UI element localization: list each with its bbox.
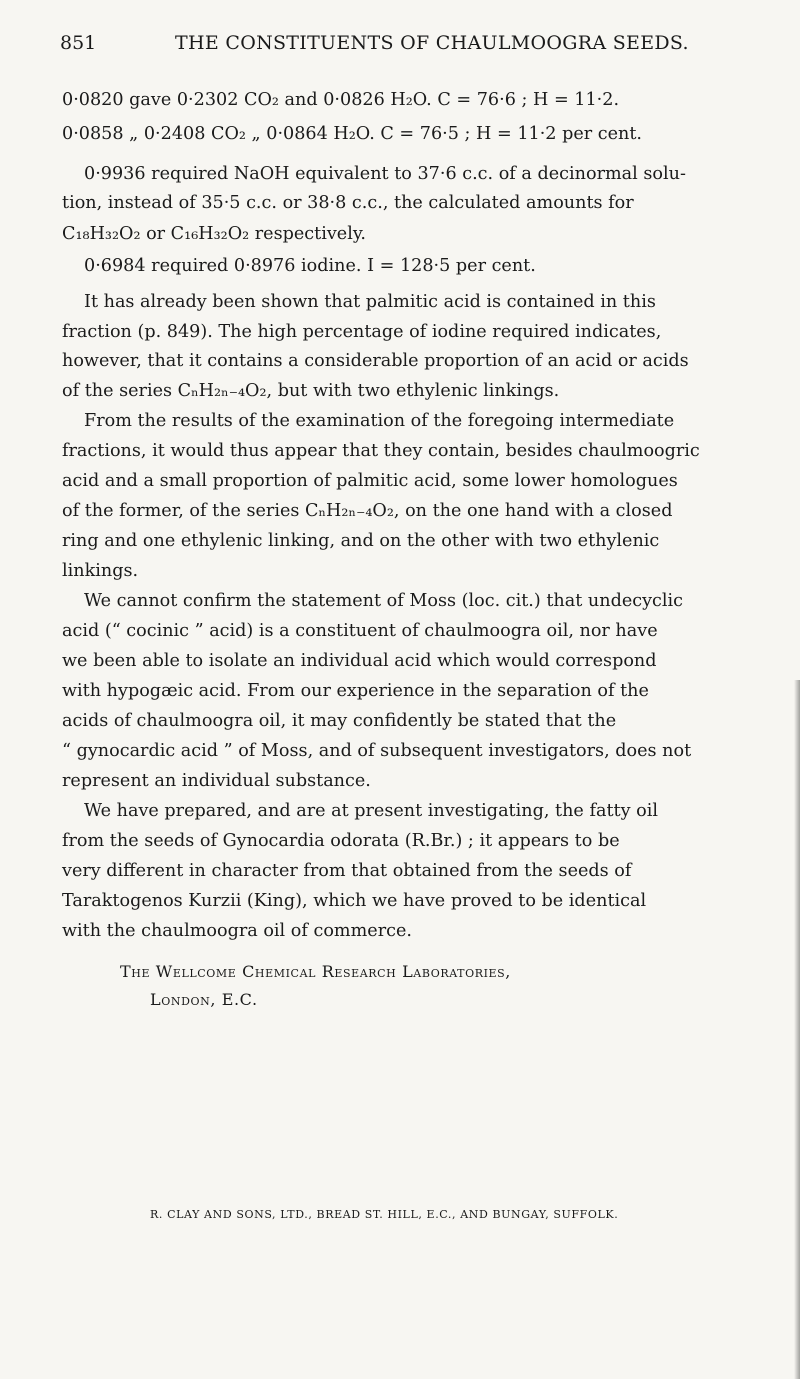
text-line: “ gynocardic acid ” of Moss, and of subsequent investigators, does not bbox=[62, 741, 692, 761]
text-line: fractions, it would thus appear that they contain, besides chaulmoogric bbox=[62, 441, 700, 461]
page-header bbox=[60, 32, 760, 62]
page-number: 851 bbox=[60, 32, 97, 54]
text-line: C₁₈H₃₂O₂ or C₁₆H₃₂O₂ respectively. bbox=[62, 224, 367, 244]
text-line: represent an individual substance. bbox=[62, 771, 371, 791]
text-line: with the chaulmoogra oil of commerce. bbox=[62, 921, 412, 941]
text-line: Taraktogenos Kurzii (King), which we have proved to be identical bbox=[62, 891, 647, 911]
text-line: tion, instead of 35·5 c.c. or 38·8 c.c., the calculated amounts for bbox=[62, 193, 634, 213]
text-line: 0·9936 required NaOH equivalent to 37·6 c.c. of a decinormal solu- bbox=[84, 164, 686, 184]
text-line: fraction (p. 849). The high percentage of iodine required indicates, bbox=[62, 322, 662, 342]
text-line: with hypogæic acid. From our experience in the separation of the bbox=[62, 681, 649, 701]
text-line: acid (“ cocinic ” acid) is a constituent of chaulmoogra oil, nor have bbox=[62, 621, 658, 641]
text-line: 0·0820 gave 0·2302 CO₂ and 0·0826 H₂O. C = 76·6 ; H = 11·2. bbox=[62, 90, 620, 110]
text-line: It has already been shown that palmitic acid is contained in this bbox=[84, 292, 656, 312]
text-line: linkings. bbox=[62, 561, 139, 581]
text-line: We have prepared, and are at present investigating, the fatty oil bbox=[84, 801, 658, 821]
affiliation-line-2: London, E.C. bbox=[150, 990, 258, 1009]
text-line: very different in character from that obtained from the seeds of bbox=[62, 861, 632, 881]
text-line: 0·0858 „ 0·2408 CO₂ „ 0·0864 H₂O. C = 76·5 ; H = 11·2 per cent. bbox=[62, 124, 643, 144]
text-line: acid and a small proportion of palmitic acid, some lower homologues bbox=[62, 471, 678, 491]
text-line: from the seeds of Gynocardia odorata (R.Br.) ; it appears to be bbox=[62, 831, 620, 851]
text-line: From the results of the examination of the foregoing intermediate bbox=[84, 411, 675, 431]
text-line: 0·6984 required 0·8976 iodine. I = 128·5 per cent. bbox=[84, 256, 536, 276]
affiliation-line-1: The Wellcome Chemical Research Laboratories, bbox=[120, 962, 511, 981]
page-edge-shadow bbox=[794, 680, 800, 1379]
text-line: We cannot confirm the statement of Moss (loc. cit.) that undecyclic bbox=[84, 591, 683, 611]
printer-imprint: R. CLAY AND SONS, LTD., BREAD ST. HILL, E.C., AND BUNGAY, SUFFOLK. bbox=[150, 1208, 619, 1221]
running-title: THE CONSTITUENTS OF CHAULMOOGRA SEEDS. bbox=[175, 32, 689, 54]
text-line: acids of chaulmoogra oil, it may confidently be stated that the bbox=[62, 711, 617, 731]
text-line: of the series CₙH₂ₙ₋₄O₂, but with two ethylenic linkings. bbox=[62, 381, 560, 401]
text-line: of the former, of the series CₙH₂ₙ₋₄O₂, on the one hand with a closed bbox=[62, 501, 673, 521]
text-line: ring and one ethylenic linking, and on the other with two ethylenic bbox=[62, 531, 660, 551]
text-line: however, that it contains a considerable proportion of an acid or acids bbox=[62, 351, 689, 371]
text-line: we been able to isolate an individual acid which would correspond bbox=[62, 651, 657, 671]
